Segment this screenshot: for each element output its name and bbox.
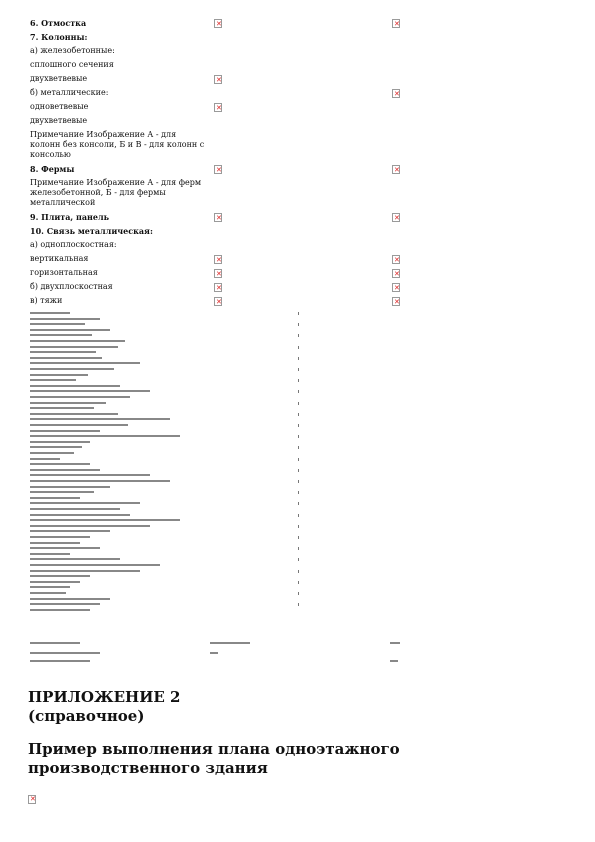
symbol-row-label: сплошного сечения [30,60,114,69]
preview-text-line [30,642,80,644]
preview-mark [298,346,299,349]
symbol-row [30,102,410,112]
preview-mark [298,603,299,606]
symbol-row-label: 9. Плита, панель [30,212,110,222]
preview-mark [298,334,299,337]
preview-text-line [30,609,90,611]
symbol-row [30,226,410,236]
preview-text-line [30,418,170,420]
preview-text-line [30,329,110,331]
broken-image-icon [214,269,222,278]
symbol-row [30,116,410,126]
broken-image-icon [214,283,222,292]
preview-text-line [30,486,110,488]
appendix-title: ПРИЛОЖЕНИЕ 2 [28,688,181,706]
preview-text-line [30,491,94,493]
preview-text-line [30,497,80,499]
document-preview-thumbnail [30,312,570,664]
broken-image-icon [392,269,400,278]
broken-image-icon [392,297,400,306]
preview-mark [298,435,299,438]
preview-text-line [30,553,70,555]
preview-text-line [30,575,90,577]
preview-mark [298,424,299,427]
preview-mark [298,469,299,472]
broken-image-icon [214,103,222,112]
preview-text-line [30,469,100,471]
preview-text-line [30,334,92,336]
symbol-row-label: 7. Колонны: [30,32,88,42]
preview-mark [298,413,299,416]
preview-mark [298,592,299,595]
broken-image-icon [392,255,400,264]
symbol-row [30,74,410,84]
preview-text-line [210,642,250,644]
symbol-row-label: двухветвевые [30,116,88,125]
symbol-row-label: а) железобетонные: [30,46,115,55]
preview-text-line [30,396,130,398]
preview-text-line [390,660,398,662]
preview-text-line [30,402,106,404]
preview-text-line [30,558,120,560]
preview-text-line [30,435,180,437]
broken-image-icon [392,89,400,98]
preview-text-line [30,530,110,532]
preview-text-line [30,346,118,348]
preview-text-line [30,430,100,432]
preview-text-line [30,318,100,320]
preview-text-line [30,514,130,516]
broken-image-icon [214,19,222,28]
symbol-row [30,212,410,222]
preview-text-line [30,570,140,572]
preview-text-line [30,564,160,566]
preview-mark [298,581,299,584]
symbol-row [30,88,410,98]
symbol-row [30,164,410,174]
symbol-row-label: 8. Фермы [30,164,75,174]
broken-image-icon [214,255,222,264]
symbol-row-label: б) металлические: [30,88,109,97]
symbol-row-label: двухветвевые [30,74,88,83]
preview-text-line [30,446,82,448]
symbol-row-label: вертикальная [30,254,89,263]
broken-image-icon [214,297,222,306]
preview-text-line [30,407,94,409]
symbol-row [30,178,410,208]
preview-mark [298,323,299,326]
preview-text-line [30,357,102,359]
preview-mark [298,525,299,528]
preview-text-line [30,458,60,460]
preview-text-line [210,652,218,654]
symbol-row [30,282,410,292]
preview-text-line [30,581,80,583]
preview-text-line [30,441,90,443]
preview-mark [298,379,299,382]
preview-mark [298,368,299,371]
appendix-section [28,688,573,778]
preview-text-line [30,502,140,504]
symbol-row [30,130,410,160]
preview-mark [298,446,299,449]
preview-text-line [30,598,110,600]
appendix-subtitle: (справочное) [28,707,145,725]
preview-text-line [30,379,76,381]
symbol-row [30,32,410,42]
preview-text-line [30,536,90,538]
preview-text-line [30,368,114,370]
preview-text-line [30,652,100,654]
preview-mark [298,558,299,561]
symbol-row [30,18,410,28]
symbol-row [30,240,410,250]
broken-image-icon [392,283,400,292]
symbol-row-label: б) двухплоскостная [30,282,113,291]
symbol-row-label: Примечание Изображение А - для ферм железобетонной, Б - для фермы металлической [30,178,202,207]
preview-text-line [30,340,125,342]
symbol-row [30,46,410,56]
conventional-symbols-table [30,18,410,306]
preview-text-line [30,362,140,364]
symbol-row-label: Примечание Изображение А - для колонн без консоли, Б и В - для колонн с консолью [30,130,205,159]
preview-mark [298,480,299,483]
preview-text-line [30,603,100,605]
symbol-row-label: одноветвевые [30,102,89,111]
preview-text-line [30,312,70,314]
symbol-row-label: в) тяжи [30,296,63,305]
preview-text-line [30,385,120,387]
preview-mark [298,312,299,315]
preview-text-line [30,413,118,415]
preview-mark [298,491,299,494]
symbol-row-label: а) одноплоскостная: [30,240,117,249]
preview-text-line [30,390,150,392]
preview-text-line [30,542,80,544]
symbol-row [30,60,410,70]
broken-image-icon [392,213,400,222]
preview-text-line [30,586,70,588]
broken-image-icon [214,165,222,174]
preview-text-line [30,547,100,549]
preview-text-line [30,480,170,482]
broken-image-icon [392,165,400,174]
symbol-row [30,254,410,264]
preview-mark [298,458,299,461]
preview-mark [298,570,299,573]
preview-text-line [30,508,120,510]
preview-text-line [30,519,180,521]
broken-image-icon [214,75,222,84]
preview-text-line [30,525,150,527]
preview-text-line [30,374,88,376]
symbol-row [30,296,410,306]
preview-mark [298,390,299,393]
preview-mark [298,357,299,360]
preview-text-line [30,424,128,426]
broken-image-icon [392,19,400,28]
preview-text-line [30,660,90,662]
preview-mark [298,514,299,517]
symbol-row-label: 10. Связь металлическая: [30,226,153,236]
appendix-heading: Пример выполнения плана одноэтажного производственного здания [28,740,400,777]
symbol-row-label: 6. Отмостка [30,18,87,28]
preview-mark [298,547,299,550]
preview-mark [298,536,299,539]
preview-text-line [30,463,90,465]
preview-mark [298,402,299,405]
symbol-row [30,268,410,278]
symbol-row-label: горизонтальная [30,268,98,277]
preview-mark [298,502,299,505]
preview-text-line [30,592,66,594]
preview-text-line [30,351,96,353]
preview-text-line [30,323,85,325]
broken-image-icon [214,213,222,222]
preview-text-line [30,474,150,476]
preview-text-line [390,642,400,644]
preview-text-line [30,452,74,454]
